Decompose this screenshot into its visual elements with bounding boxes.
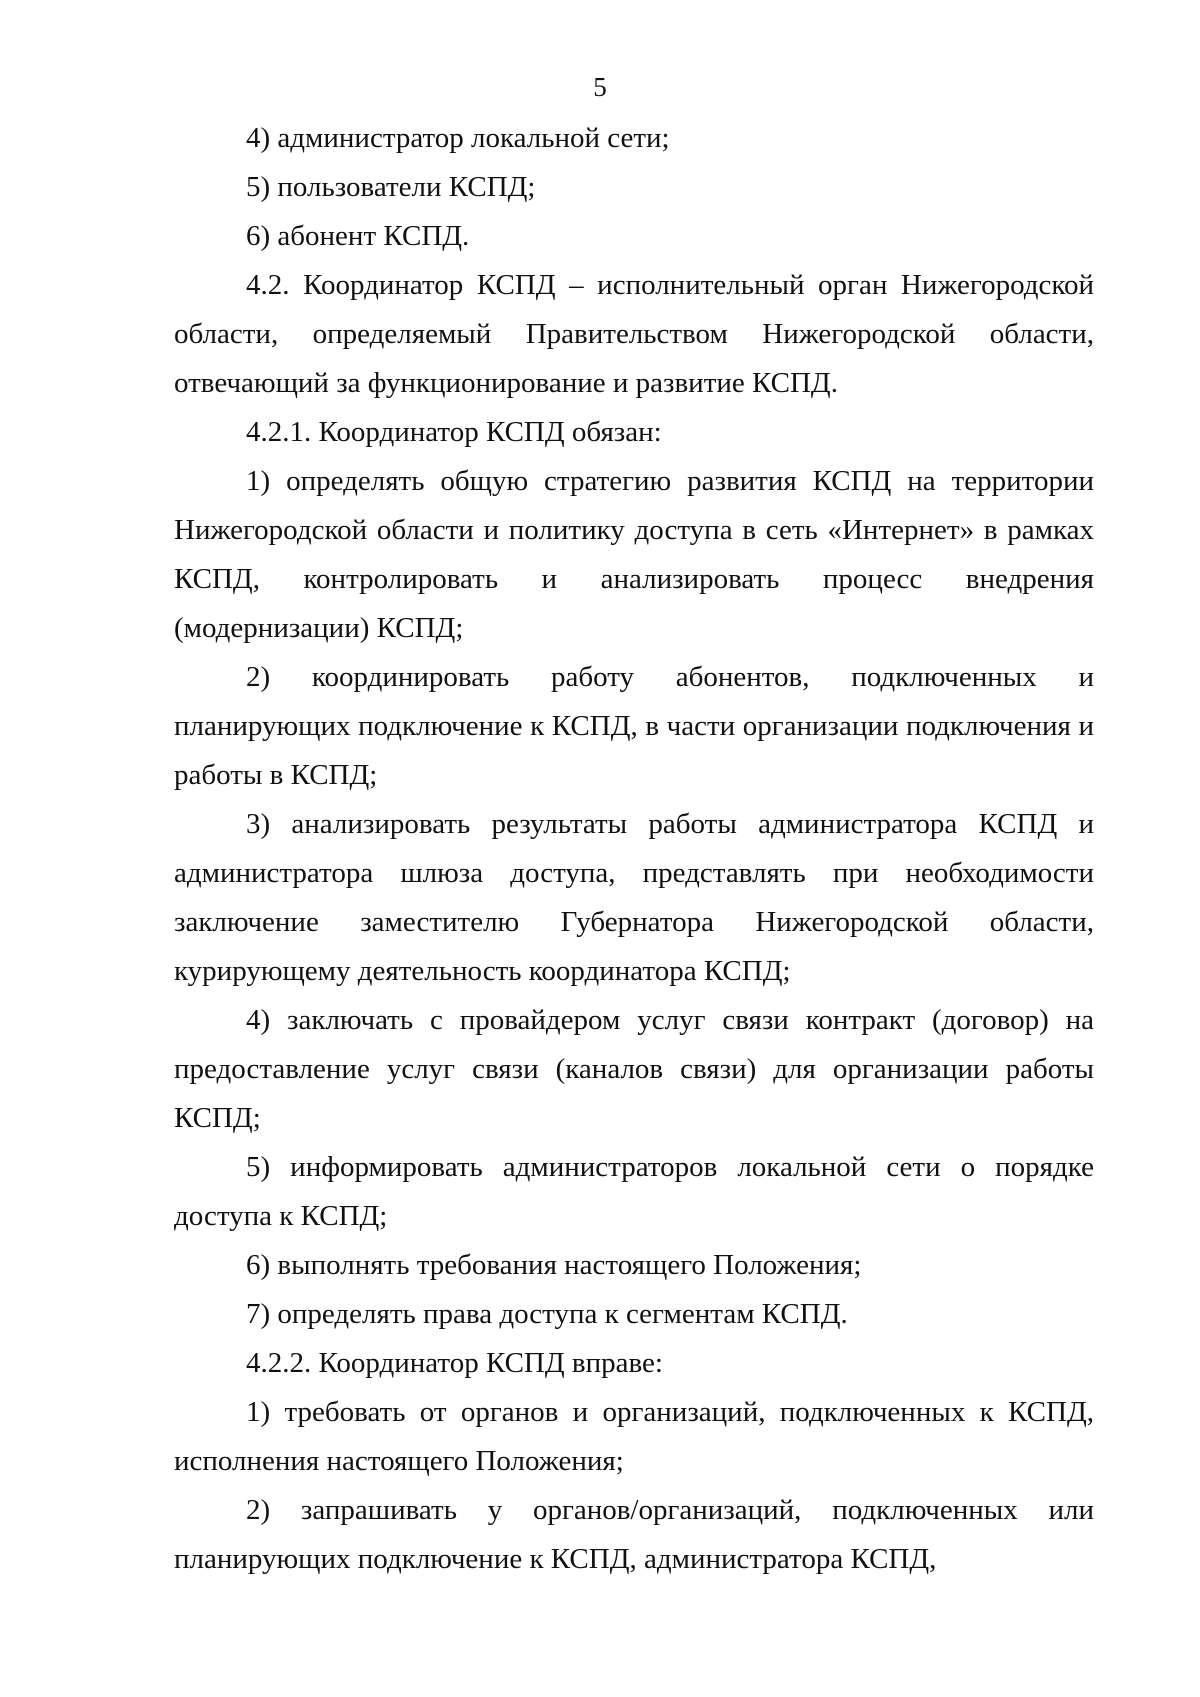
list-item: 4) заключать с провайдером услуг связи контракт (договор) на предоставление услуг связи (каналов связи) для организации работы КСПД;	[174, 1004, 1094, 1134]
document-body	[174, 114, 1094, 1584]
list-item: 6) абонент КСПД.	[246, 220, 470, 252]
list-item: 2) запрашивать у органов/организаций, подключенных или планирующих подключение к КСПД, администратора КСПД,	[174, 1494, 1094, 1575]
list-item: 3) анализировать результаты работы администратора КСПД и администратора шлюза доступа, представлять при необходимости заключение заместителю Губернатора Нижегородской области, курирующему деятельность координатора КСПД;	[174, 808, 1094, 987]
list-item: 6) выполнять требования настоящего Положения;	[246, 1249, 862, 1281]
list-item: 1) требовать от органов и организаций, подключенных к КСПД, исполнения настоящего Положения;	[174, 1396, 1094, 1477]
section-heading: 4.2.2. Координатор КСПД вправе:	[246, 1347, 663, 1379]
section-heading: 4.2.1. Координатор КСПД обязан:	[246, 416, 662, 448]
list-item: 5) пользователи КСПД;	[246, 171, 536, 203]
list-item: 2) координировать работу абонентов, подключенных и планирующих подключение к КСПД, в части организации подключения и работы в КСПД;	[174, 661, 1094, 791]
list-item: 5) информировать администраторов локальной сети о порядке доступа к КСПД;	[174, 1151, 1094, 1232]
list-item: 1) определять общую стратегию развития КСПД на территории Нижегородской области и политику доступа в сеть «Интернет» в рамках КСПД, контролировать и анализировать процесс внедрения (модернизации) КСПД;	[174, 465, 1094, 644]
list-item: 7) определять права доступа к сегментам КСПД.	[246, 1298, 848, 1330]
section-paragraph: 4.2. Координатор КСПД – исполнительный орган Нижегородской области, определяемый Правительством Нижегородской области, отвечающий за функционирование и развитие КСПД.	[174, 269, 1094, 399]
page-number: 5	[593, 72, 607, 102]
list-item: 4) администратор локальной сети;	[246, 122, 670, 154]
